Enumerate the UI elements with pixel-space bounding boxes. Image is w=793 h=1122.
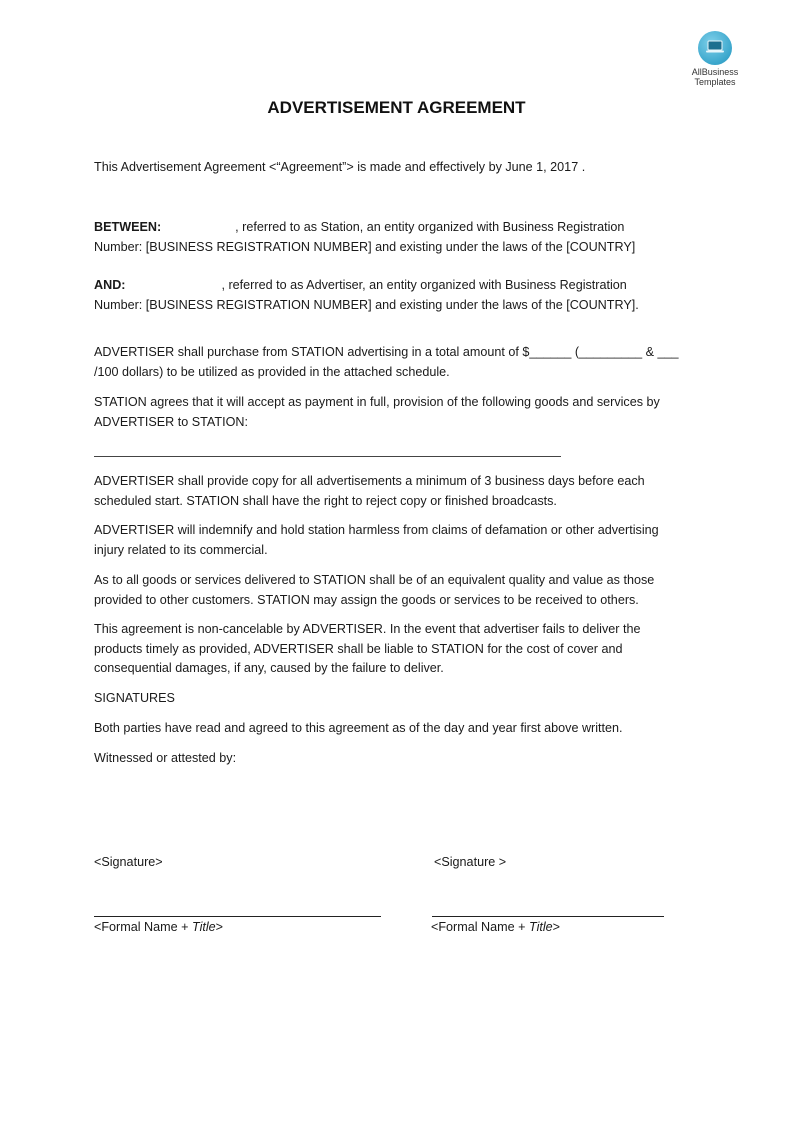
signature-left-line xyxy=(94,916,381,917)
witnessed-paragraph: Witnessed or attested by: xyxy=(94,751,237,765)
payment-paragraph xyxy=(94,393,702,432)
noncancel-paragraph xyxy=(94,620,702,679)
allbusiness-logo xyxy=(688,31,742,87)
indemnify-line1: ADVERTISER will indemnify and hold station harmless from claims of defamation or other advertising xyxy=(94,523,659,537)
and-clause xyxy=(94,276,702,315)
logo-text-line1: AllBusiness xyxy=(691,67,739,77)
between-line2: Number: [BUSINESS REGISTRATION NUMBER] and existing under the laws of the [COUNTRY] xyxy=(94,239,636,254)
copy-paragraph xyxy=(94,472,702,511)
goods-line1: As to all goods or services delivered to STATION shall be of an equivalent quality and value as those xyxy=(94,573,655,587)
indemnify-paragraph xyxy=(94,521,702,560)
formal-name-right-prefix: <Formal Name + xyxy=(431,920,529,934)
copy-line2: scheduled start. STATION shall have the right to reject copy or finished broadcasts. xyxy=(94,493,557,508)
formal-name-left-suffix: > xyxy=(215,920,224,934)
goods-paragraph xyxy=(94,571,702,610)
signature-right-label: <Signature > xyxy=(434,855,507,869)
intro-paragraph: This Advertisement Agreement <“Agreement”> is made and effectively by June 1, 2017 . xyxy=(94,160,586,174)
agreed-paragraph: Both parties have read and agreed to this agreement as of the day and year first above written. xyxy=(94,721,623,735)
between-label: BETWEEN: xyxy=(94,220,162,234)
purchase-line2: /100 dollars) to be utilized as provided in the attached schedule. xyxy=(94,364,450,379)
noncancel-line3: consequential damages, if any, caused by the failure to deliver. xyxy=(94,661,444,675)
payment-line1: STATION agrees that it will accept as payment in full, provision of the following goods and services by xyxy=(94,395,660,409)
formal-name-left-title: Title xyxy=(191,920,216,934)
laptop-icon xyxy=(705,39,725,55)
document-title: ADVERTISEMENT AGREEMENT xyxy=(267,98,526,117)
logo-badge xyxy=(698,31,732,65)
payment-line2: ADVERTISER to STATION: xyxy=(94,414,248,429)
formal-name-right xyxy=(431,920,560,934)
formal-name-left xyxy=(94,920,223,934)
indemnify-line2: injury related to its commercial. xyxy=(94,542,268,557)
noncancel-line2: products timely as provided, ADVERTISER shall be liable to STATION for the cost of cover and xyxy=(94,641,623,656)
signature-left-label: <Signature> xyxy=(94,855,163,869)
formal-name-right-suffix: > xyxy=(552,920,561,934)
logo-text-line2: Templates xyxy=(694,77,736,87)
purchase-paragraph xyxy=(94,343,702,382)
goods-line2: provided to other customers. STATION may assign the goods or services to be received to others. xyxy=(94,592,639,607)
copy-line1: ADVERTISER shall provide copy for all advertisements a minimum of 3 business days before each xyxy=(94,474,645,488)
and-line2: Number: [BUSINESS REGISTRATION NUMBER] and existing under the laws of the [COUNTRY]. xyxy=(94,297,639,312)
and-label: AND: xyxy=(94,278,126,292)
and-line1: , referred to as Advertiser, an entity organized with Business Registration xyxy=(221,278,627,292)
formal-name-left-prefix: <Formal Name + xyxy=(94,920,192,934)
signature-right-line xyxy=(432,916,664,917)
between-clause xyxy=(94,218,702,257)
formal-name-right-title: Title xyxy=(528,920,553,934)
goods-services-blank-line xyxy=(94,456,561,457)
noncancel-line1: This agreement is non-cancelable by ADVERTISER. In the event that advertiser fails to deliver the xyxy=(94,622,641,636)
purchase-line1: ADVERTISER shall purchase from STATION advertising in a total amount of $______ (_________ & ___ xyxy=(94,345,679,359)
signatures-heading: SIGNATURES xyxy=(94,691,175,705)
between-line1: , referred to as Station, an entity organized with Business Registration xyxy=(235,220,625,234)
